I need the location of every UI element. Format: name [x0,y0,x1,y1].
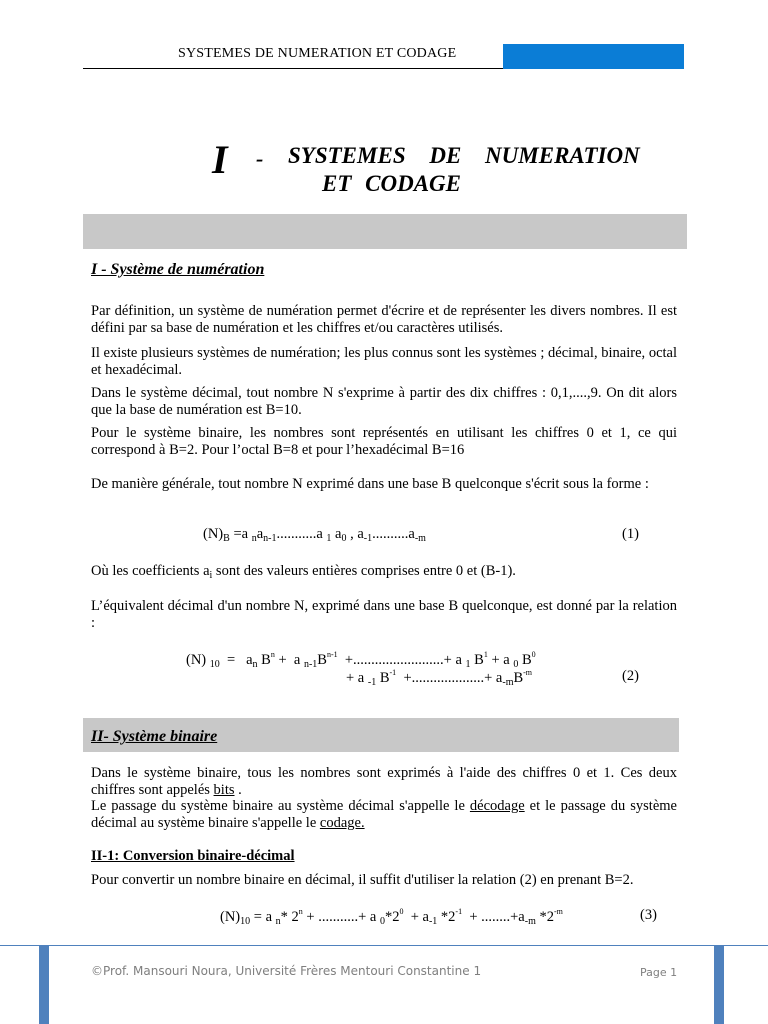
chapter-title-line1: SYSTEMES DE NUMERATION [288,143,640,168]
page-number: Page 1 [640,966,678,979]
chapter-numeral: I [212,137,228,182]
header-title: SYSTEMES DE NUMERATION ET CODAGE [178,46,457,61]
header-accent-bar [503,44,684,69]
paragraph: Pour convertir un nombre binaire en décimal, il suffit d'utiliser la relation (2) en prenant B=2. [91,872,634,888]
equation-3: $(N)_{10} = a$ $_n$* $2^n$ + ...........+ a $_0*2^0 + a_{-1}$ $*2^{-1} + ........+a_{-m}$ $*2^{-m}$ [220,907,563,927]
paragraph: Pour le système binaire, les nombres sont représentés en utilisant les chiffres 0 et 1, ce qui correspond à B=2. Pour l’octal B=8 et pour l’hexadécimal B=16 [91,425,677,458]
equation-number: (2) [622,668,639,684]
section-heading: II- Système binaire [91,728,218,745]
equation-2-line1: (N) $_{10} = a_n$ $B^n + a$ $_{n-1}B^{n-1}$ +.........................+ a $_1$ $B^1 + a$ $_0$ $B^0$ [186,650,536,670]
paragraph: Où les coefficients $a_i$ sont des valeurs entières comprises entre 0 et (B-1). [91,563,516,581]
equation-number: (3) [640,907,657,923]
footer-left-bar [39,946,49,1024]
paragraph: L’équivalent décimal d'un nombre N, exprimé dans une base B quelconque, est donné par la relation : [91,598,677,631]
footer-rule [0,945,768,946]
paragraph: Dans le système binaire, tous les nombres sont exprimés à l'aide des chiffres 0 et 1. Ces deux chiffres sont appelés bits . [91,765,677,798]
paragraph: Par définition, un système de numération permet d'écrire et de représenter les divers nombres. Il est défini par sa base de numération et les chiffres et/ou caractères utilisés. [91,303,677,336]
section-heading: I - Système de numération [91,261,265,278]
footer-right-bar [714,946,724,1024]
subsection-heading: II-1: Conversion binaire-décimal [91,848,295,864]
header-rule [83,68,503,69]
equation-number: (1) [622,526,639,542]
paragraph: Il existe plusieurs systèmes de numération; les plus connus sont les systèmes ; décimal, binaire, octal et hexadécimal. [91,345,677,378]
chapter-dash: - [256,146,264,171]
paragraph: Dans le système décimal, tout nombre N s'exprime à partir des dix chiffres : 0,1,....,9. On dit alors que la base de numération est B=10. [91,385,677,418]
equation-2-line2: + a $_{-1}$ $B^{-1}$ +....................+ $a_{-m}B^{-m}$ [346,668,533,688]
grey-band [83,214,687,249]
equation-1: $(N)_B =a$ $_na_{n-1}...........a$ $_1$ $a_0$ , $a_{-1}..........a_{-m}$ [203,526,426,544]
chapter-title-line2: ET CODAGE [322,171,461,196]
paragraph: Le passage du système binaire au système décimal s'appelle le décodage et le passage du système décimal au système binaire s'appelle le codage. [91,798,677,831]
footer-author: ©Prof. Mansouri Noura, Université Frères Mentouri Constantine 1 [91,964,482,978]
paragraph: De manière générale, tout nombre N exprimé dans une base B quelconque s'écrit sous la forme : [91,476,649,492]
